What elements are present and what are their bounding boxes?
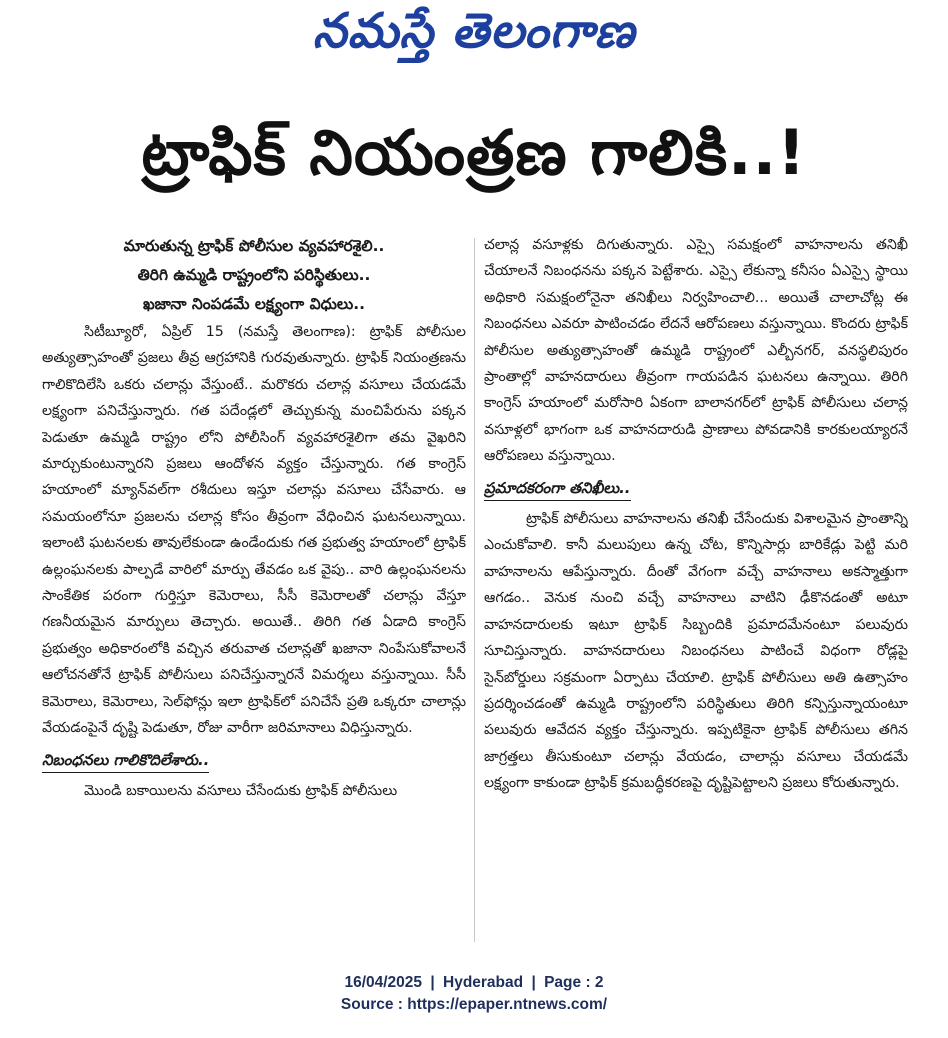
- deck: [42, 232, 466, 319]
- headline-text: ట్రాఫిక్ నియంత్రణ గాలికి..!: [141, 116, 807, 189]
- subheading: ప్రమాదకరంగా తనిఖీలు..: [484, 476, 631, 501]
- right-column: [484, 232, 908, 944]
- footer-separator: |: [430, 974, 435, 991]
- footer: [0, 972, 948, 1016]
- headline: [0, 100, 948, 220]
- footer-source: Source : https://epaper.ntnews.com/: [340, 996, 608, 1013]
- footer-city: Hyderabad: [443, 974, 524, 991]
- masthead-title: నమస్తే తెలంగాణ: [312, 3, 636, 59]
- footer-date: 16/04/2025: [344, 974, 423, 991]
- footer-separator: |: [531, 974, 536, 991]
- deck-line-3: ఖజానా నింపడమే లక్ష్యంగా విధులు..: [142, 295, 366, 313]
- article-paragraph: ట్రాఫిక్ పోలీసులు వాహనాలను తనిఖీ చేసేందుకు విశాలమైన ప్రాంతాన్ని ఎంచుకోవాలి. కానీ మలుపులు ఉన్న చోట, కొన్నిసార్లు బారికేడ్లు పెట్టి మరి వాహనాలను ఆపేస్తున్నారు. దీంతో వేగంగా వచ్చే వాహనాలు అకస్మాత్తుగా ఆగడం.. వెనుక నుంచి వచ్చే వాహనాలు వాటిని ఢీకొనడంతో అటూ వాహనదారులకు ఇటూ ట్రాఫిక్ సిబ్బందికి ప్రమాదమేనంటూ పలువురు సూచిస్తున్నారు. వాహనదారులు నిబంధనలు పాటించే విధంగా రోడ్లపై సైన్‌బోర్డులు సక్రమంగా ఏర్పాటు చేయాలి. ట్రాఫిక్ పోలీసులు అతి ఉత్సాహం ప్రదర్శించడంతో ఉమ్మడి రాష్ట్రంలోని పరిస్థితులు తిరిగి కన్పిస్తున్నాయంటూ పలువురు ఆవేదన వ్యక్తం చేస్తున్నారు. ఇప్పటికైనా ట్రాఫిక్ పోలీసులు తగిన జాగ్రత్తలు తీసుకుంటూ చలాన్లు వేయడం, చాలాన్లు వసూలు చేయడమే లక్ష్యంగా కాకుండా ట్రాఫిక్ క్రమబద్ధీకరణపై దృష్టిపెట్టాలని ప్రజలు కోరుతున్నారు.: [484, 511, 908, 792]
- column-divider: [474, 238, 475, 942]
- article-paragraph: సిటీబ్యూరో, ఏప్రిల్ 15 (నమస్తే తెలంగాణ): ట్రాఫిక్ పోలీసుల అత్యుత్సాహంతో ప్రజలు తీవ్ర ఆగ్రహానికి గురవుతున్నారు. ట్రాఫిక్ నియంత్రణను గాలికొదిలేసి ఒకరు చలాన్లు వేస్తుంటే.. మరొకరు చలాన్ల వసూలు చేయడమే లక్ష్యంగా పనిచేస్తున్నారు. గత పదేండ్లలో తెచ్చుకున్న మంచిపేరును పక్కన పెడుతూ ఉమ్మడి రాష్ట్రం లోని పోలీసింగ్ వ్యవహారశైలిగా తమ వైఖరిని మార్చుకుంటున్నారని ప్రజలు ఆందోళన వ్యక్తం చేస్తున్నారు. గత కాంగ్రెస్ హయాంలో మ్యాన్‌వల్‌గా రశీదులు ఇస్తూ చలాన్లు వసూలు చేసేవారు. ఆ సమయంలోనూ ప్రజలను చలాన్ల కోసం తీవ్రంగా వేధించిన ఘటనలున్నాయి. ఇలాంటి ఘటనలకు తావులేకుండా ఉండేందుకు గత ప్రభుత్వ హయాంలో ట్రాఫిక్ ఉల్లంఘనలకు పాల్పడే వారిలో మార్పు తేవడం ఒక వైపు.. వారి ఉల్లంఘనలను సాంకేతిక పరంగా గుర్తిస్తూ కెమెరాలు, సీసీ కెమెరాలతో చలాన్లు వేస్తూ గణనీయమైన మార్పులు తెచ్చారు. అయితే.. తిరిగి గత ఏడాది కాంగ్రెస్ ప్రభుత్వం అధికారంలోకి వచ్చిన తరువాత చలాన్లతో ఖజానా నింపేసుకోవాలనే ఆలోచనతోనే ట్రాఫిక్ పోలీసులు పనిచేస్తున్నారనే విమర్శలు వస్తున్నాయి. సీసీ కెమెరాలు, కెమెరాలు, సెల్‌ఫోన్లు ఇలా ట్రాఫిక్‌లో పనిచేసే ప్రతి ఒక్కరూ చాలాన్లు వేయడంపైనే దృష్టి పెడుతూ, రోజు వారీగా జరిమానాలు విధిస్తున్నారు.: [42, 324, 466, 737]
- masthead: [0, 4, 948, 70]
- subheading: నిబంధనలు గాలికొదిలేశారు..: [42, 748, 209, 773]
- article-paragraph: చలాన్ల వసూళ్లకు దిగుతున్నారు. ఎస్సై సమక్షంలో వాహనాలను తనిఖీ చేయాలనే నిబంధనను పక్కన పెట్టేశారు. ఎస్సై లేకున్నా కనీసం ఏఎస్సై స్థాయి అధికారి సమక్షంలోనైనా తనిఖీలు నిర్వహించాలి... అయితే చాలాచోట్ల ఈ నిబంధనలు ఎవరూ పాటించడం లేదనే ఆరోపణలు వస్తున్నాయి. కొందరు ట్రాఫిక్ పోలీసుల అత్యుత్సాహంతో ఉమ్మడి రాష్ట్రంలో ఎల్బీనగర్, వనస్థలిపురం ప్రాంతాల్లో వాహనదారులు తీవ్రంగా గాయపడిన ఘటనలు ఉన్నాయి. తిరిగి కాంగ్రెస్ హయాంలో మరోసారి ఏకంగా బాలానగర్‌లో ట్రాఫిక్ పోలీసులు చలాన్ల వసూళ్లలో భాగంగా ఒక వాహనదారుడి ప్రాణాలు పోవడానికి కారకులయ్యారనే ఆరోపణలు వస్తున్నాయి.: [484, 237, 908, 465]
- article-paragraph: మొండి బకాయిలను వసూలు చేసేందుకు ట్రాఫిక్ పోలీసులు: [84, 782, 398, 799]
- left-column: [42, 232, 466, 944]
- deck-line-1: మారుతున్న ట్రాఫిక్ పోలీసుల వ్యవహారశైలి..: [123, 237, 385, 255]
- footer-page: Page : 2: [544, 974, 604, 991]
- deck-line-2: తిరిగి ఉమ్మడి రాష్ట్రంలోని పరిస్థితులు..: [137, 266, 371, 284]
- footer-edition-line: [0, 972, 948, 994]
